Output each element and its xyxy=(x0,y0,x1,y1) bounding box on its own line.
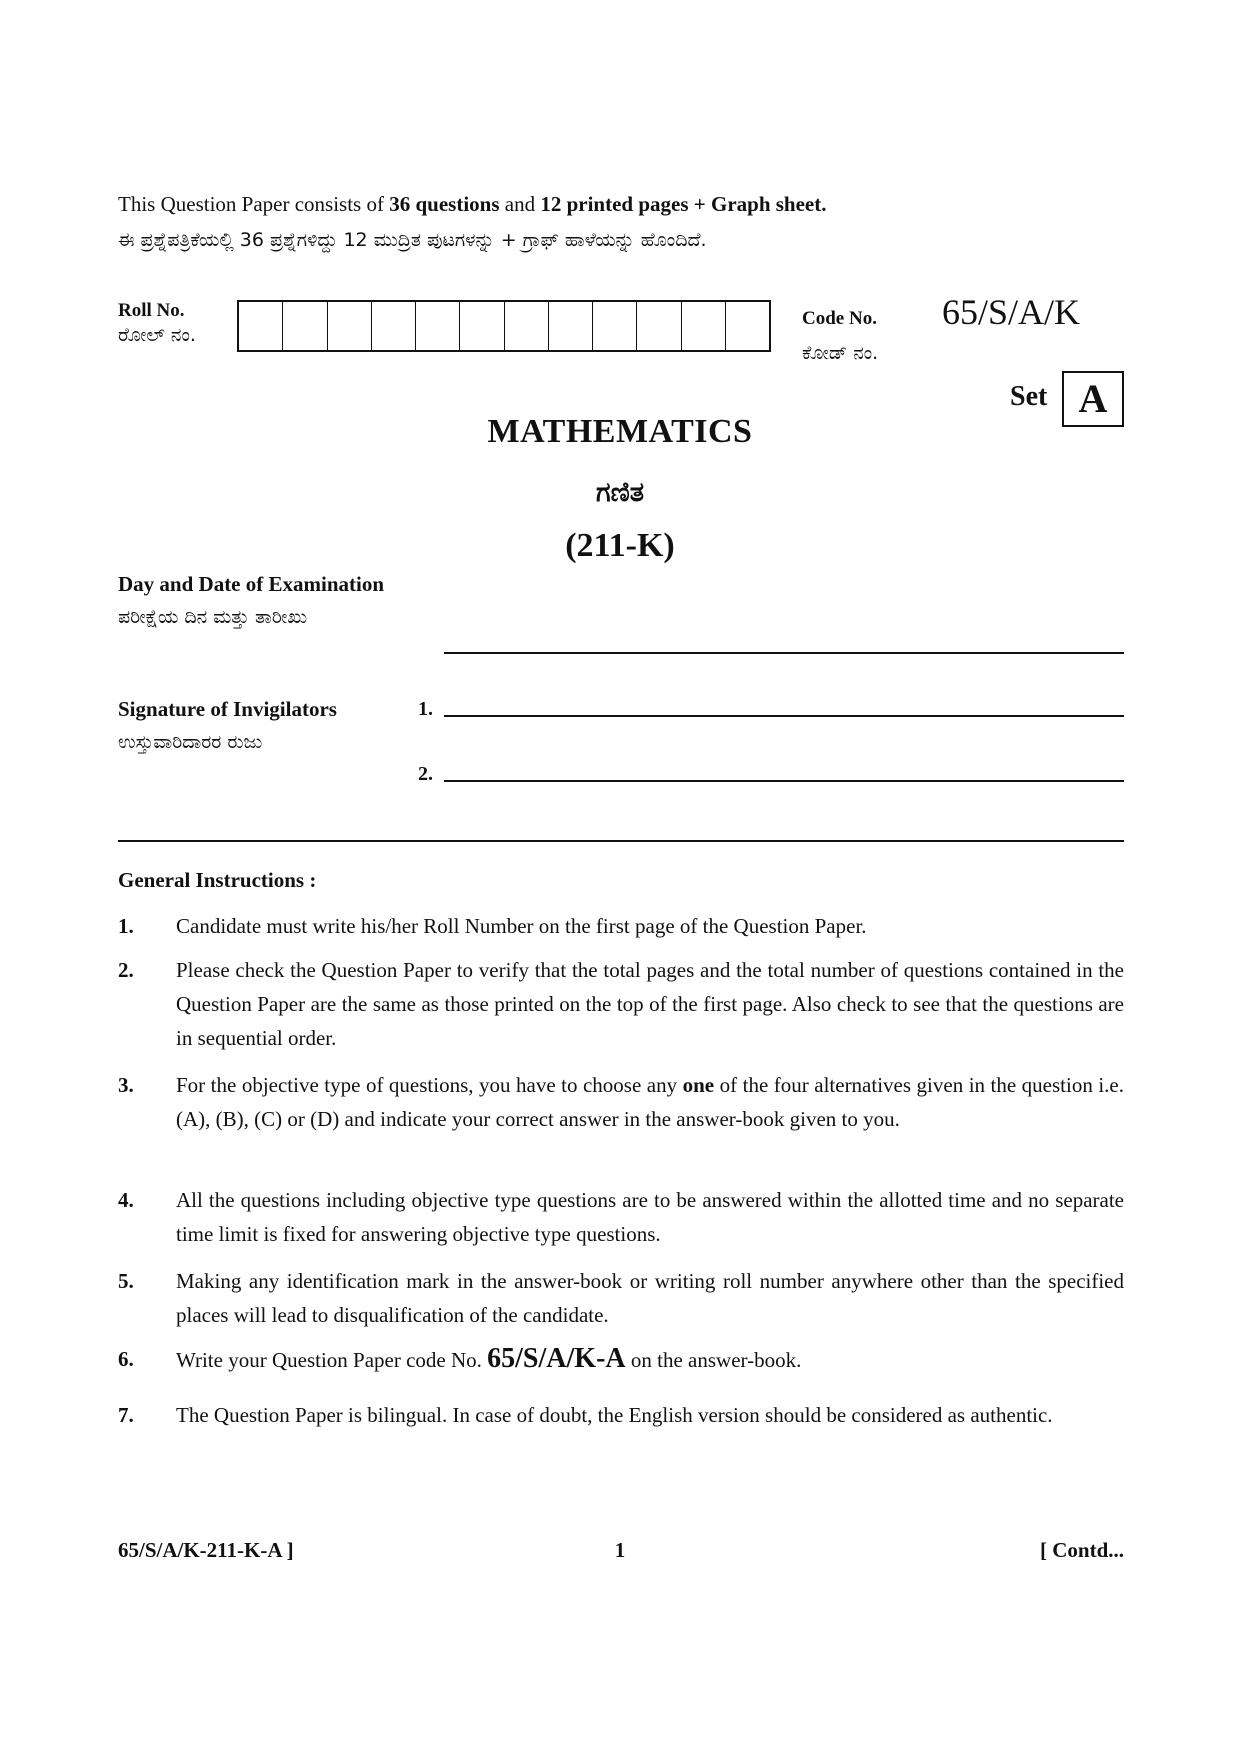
footer-paper-code: 65/S/A/K-211-K-A ] xyxy=(118,1538,294,1562)
roll-number-cell[interactable] xyxy=(593,302,637,350)
roll-number-cell[interactable] xyxy=(637,302,681,350)
roll-number-boxes[interactable] xyxy=(237,300,771,352)
signature-1-number: 1. xyxy=(418,698,433,720)
signature-1-line[interactable] xyxy=(444,715,1124,717)
instruction-item: 3. For the objective type of questions, you have to choose any one of the four alternatives given in the question i.e. (A), (B), (C) or (D) and indicate your correct answer in the answer-book given to you. xyxy=(118,1073,1124,1131)
paper-summary-kn: ಈ ಪ್ರಶ್ನೆಪತ್ರಿಕೆಯಲ್ಲಿ 36 ಪ್ರಶ್ನೆಗಳಿದ್ದು 12 ಮುದ್ರಿತ ಪುಟಗಳನ್ನು + ಗ್ರಾಫ್ ಹಾಳೆಯನ್ನು ಹೊಂದಿದೆ. xyxy=(118,229,707,251)
roll-number-cell[interactable] xyxy=(505,302,549,350)
exam-date-label: Day and Date of Examination xyxy=(118,572,385,596)
instruction-item: 1. Candidate must write his/her Roll Number on the first page of the Question Paper. xyxy=(118,914,867,938)
set-value-box: A xyxy=(1062,371,1124,427)
instruction-item: 2. Please check the Question Paper to verify that the total pages and the total number of questions contained in the Question Paper are the same as those printed on the top of the first page. Also check to see that the questions are in sequential order. xyxy=(118,958,1124,1050)
invigilator-signature-label: Signature of Invigilators xyxy=(118,697,337,721)
roll-number-cell[interactable] xyxy=(372,302,416,350)
roll-number-cell[interactable] xyxy=(283,302,327,350)
instruction-item: 5. Making any identification mark in the answer-book or writing roll number anywhere other than the specified places will lead to disqualification of the candidate. xyxy=(118,1269,1124,1327)
roll-number-cell[interactable] xyxy=(239,302,283,350)
section-divider xyxy=(118,840,1124,842)
instruction-item: 4. All the questions including objective type questions are to be answered within the allotted time and no separate time limit is fixed for answering objective type questions. xyxy=(118,1188,1124,1246)
page-number: 1 xyxy=(614,1538,626,1562)
subject-title: MATHEMATICS xyxy=(487,413,753,450)
subject-title-kn: ಗಣಿತ xyxy=(595,477,645,508)
roll-number-cell[interactable] xyxy=(682,302,726,350)
roll-number-cell[interactable] xyxy=(726,302,769,350)
invigilator-signature-label-kn: ಉಸ್ತುವಾರಿದಾರರ ರುಜು xyxy=(118,731,263,753)
roll-number-cell[interactable] xyxy=(328,302,372,350)
subject-code: (211-K) xyxy=(565,527,675,564)
instruction-item: 6. Write your Question Paper code No. 65/S/A/K-A on the answer-book. xyxy=(118,1343,802,1374)
roll-number-cell[interactable] xyxy=(460,302,504,350)
instruction-item: 7. The Question Paper is bilingual. In case of doubt, the English version should be considered as authentic. xyxy=(118,1403,1053,1427)
exam-date-label-kn: ಪರೀಕ್ಷೆಯ ದಿನ ಮತ್ತು ತಾರೀಖು xyxy=(118,606,308,628)
paper-summary-en: This Question Paper consists of 36 questions and 12 printed pages + Graph sheet. xyxy=(118,192,827,216)
roll-number-cell[interactable] xyxy=(416,302,460,350)
signature-2-line[interactable] xyxy=(444,780,1124,782)
code-number-value: 65/S/A/K xyxy=(942,292,1081,332)
roll-number-cell[interactable] xyxy=(549,302,593,350)
roll-number-label: Roll No. ರೋಲ್ ನಂ. xyxy=(118,300,196,346)
set-label: Set xyxy=(1010,381,1048,412)
footer-contd: [ Contd... xyxy=(1039,1538,1124,1562)
signature-2-number: 2. xyxy=(418,763,433,785)
code-number-label: Code No. ಕೋಡ್ ನಂ. xyxy=(802,308,879,364)
instructions-title: General Instructions : xyxy=(118,868,317,892)
exam-date-line[interactable] xyxy=(444,652,1124,654)
